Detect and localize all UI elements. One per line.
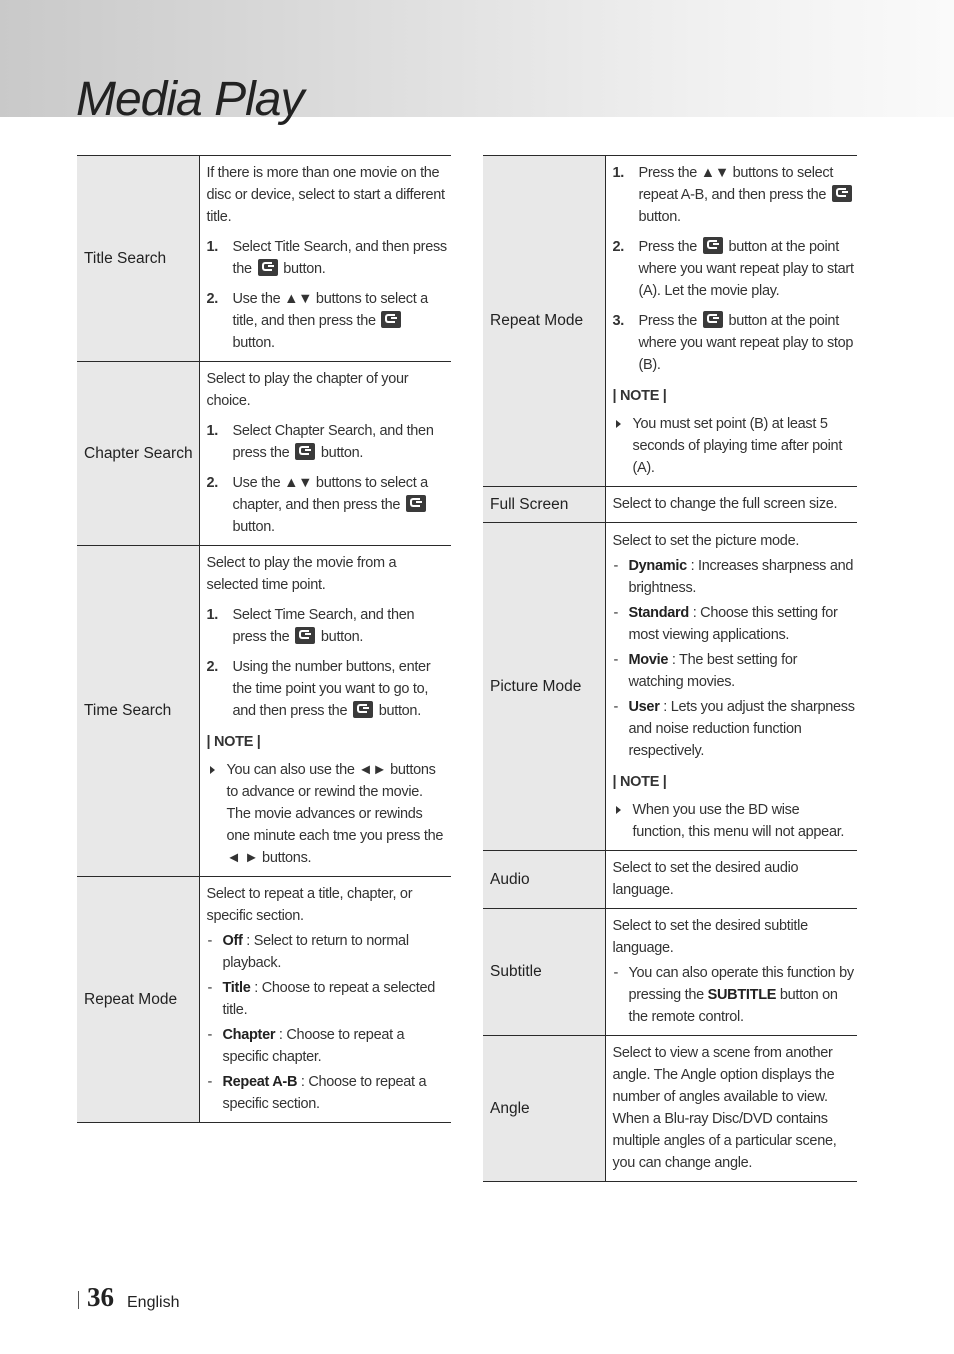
page-language: English xyxy=(127,1294,180,1311)
row-title-search xyxy=(77,156,451,362)
note-bullet xyxy=(207,759,450,869)
row-description xyxy=(605,851,857,909)
row-label: Chapter Search xyxy=(77,362,199,546)
row-label: Title Search xyxy=(77,156,199,362)
step-text-after: button. xyxy=(232,335,275,351)
row-description xyxy=(605,1036,857,1182)
step-text-after: button. xyxy=(320,629,364,645)
left-settings-table xyxy=(77,155,451,1123)
step-item xyxy=(613,310,856,376)
option-text: : The best setting for watching movies. xyxy=(628,651,798,690)
row-description xyxy=(199,362,451,546)
description-text: Select to change the full screen size. xyxy=(612,496,838,512)
footer-divider xyxy=(78,1291,79,1309)
step-text: Select Title Search, and then press the xyxy=(232,239,447,277)
step-text: Use the ▲▼ buttons to select a chapter, and then press the xyxy=(232,475,428,513)
option-term: Chapter xyxy=(222,1027,276,1043)
note-bullet xyxy=(613,799,856,843)
step-text: Select Chapter Search, and then press the xyxy=(232,423,434,461)
step-text: Using the number buttons, enter the time point you want to go to, and then press the xyxy=(232,659,431,719)
step-number: 1. xyxy=(206,607,218,623)
note-label: | NOTE | xyxy=(206,734,261,750)
enter-button-icon xyxy=(832,185,852,202)
subtitle-key: SUBTITLE xyxy=(707,987,777,1003)
triangle-right-icon xyxy=(616,420,621,428)
step-item xyxy=(207,656,450,722)
option-item: - Off : Select to return to normal playback. xyxy=(207,933,409,971)
enter-button-icon xyxy=(406,495,426,512)
option-text: : Choose this setting for most viewing applications. xyxy=(628,604,838,643)
option-text: : Choose to repeat a selected title. xyxy=(222,980,436,1018)
note-text: When you use the BD wise function, this menu will not appear. xyxy=(632,801,845,840)
note-text: You can also use the ◄► buttons to advance or rewind the movie. The movie advances or rewinds one minute each tme you press the ◄ ► buttons. xyxy=(226,762,444,866)
note-label: | NOTE | xyxy=(612,388,667,404)
row-chapter-search xyxy=(77,362,451,546)
step-number: 1. xyxy=(612,165,624,181)
row-time-search xyxy=(77,546,451,877)
option-text: : Choose to repeat a specific section. xyxy=(222,1074,427,1112)
option-term: Repeat A-B xyxy=(222,1074,298,1090)
triangle-right-icon xyxy=(616,806,621,814)
row-label: Angle xyxy=(483,1036,605,1182)
option-item: - Standard : Choose this setting for most viewing applications. xyxy=(613,604,838,643)
step-item xyxy=(207,472,450,538)
step-number: 2. xyxy=(206,659,218,675)
intro-text: Select to play the chapter of your choice. xyxy=(206,371,409,409)
option-text: : Select to return to normal playback. xyxy=(222,933,409,971)
triangle-right-icon xyxy=(210,766,215,774)
option-term: Standard xyxy=(628,604,689,621)
row-angle xyxy=(483,1036,857,1182)
row-description xyxy=(605,909,857,1036)
option-term: User xyxy=(628,698,660,715)
step-item xyxy=(207,288,450,354)
step-number: 2. xyxy=(206,291,218,307)
row-description xyxy=(605,523,857,851)
option-term: Movie xyxy=(628,651,669,668)
step-text-after: button. xyxy=(320,445,364,461)
step-item xyxy=(207,420,450,464)
row-picture-mode xyxy=(483,523,857,851)
note-text: You must set point (B) at least 5 seconds of playing time after point (A). xyxy=(632,416,843,476)
note-bullet xyxy=(613,413,856,479)
step-item xyxy=(613,236,856,302)
intro-text: Select to repeat a title, chapter, or specific section. xyxy=(206,886,413,924)
step-text-after: button. xyxy=(232,519,275,535)
option-text: You can also operate this function by pressing the xyxy=(628,965,854,1003)
row-label: Repeat Mode xyxy=(77,877,199,1123)
option-term: Title xyxy=(222,980,251,996)
row-repeat-mode xyxy=(77,877,451,1123)
row-repeat-mode-steps xyxy=(483,156,857,487)
row-label: Subtitle xyxy=(483,909,605,1036)
description-text: Select to set the desired audio language. xyxy=(612,860,799,898)
option-text: : Choose to repeat a specific chapter. xyxy=(222,1027,405,1065)
option-text: : Increases sharpness and brightness. xyxy=(628,557,854,596)
intro-text: If there is more than one movie on the disc or device, select to start a different title. xyxy=(206,165,445,225)
row-description xyxy=(199,546,451,877)
enter-button-icon xyxy=(381,311,401,328)
row-description xyxy=(199,877,451,1123)
enter-button-icon xyxy=(353,701,373,718)
option-text: : Lets you adjust the sharpness and noise reduction function respectively. xyxy=(628,698,855,759)
step-number: 1. xyxy=(206,239,218,255)
intro-text: Select to play the movie from a selected time point. xyxy=(206,555,397,593)
step-text: Use the ▲▼ buttons to select a title, and then press the xyxy=(232,291,428,329)
row-full-screen xyxy=(483,487,857,523)
intro-text: Select to set the picture mode. xyxy=(612,532,800,549)
step-text-after: button. xyxy=(378,703,421,719)
row-label: Audio xyxy=(483,851,605,909)
step-text: Press the xyxy=(638,239,698,255)
row-label: Picture Mode xyxy=(483,523,605,851)
option-item: - Dynamic : Increases sharpness and brightness. xyxy=(613,557,854,596)
row-description xyxy=(605,487,857,523)
option-item: - Chapter : Choose to repeat a specific chapter. xyxy=(207,1027,405,1065)
option-item: - You can also operate this function by pressing the SUBTITLE button on the remote control. xyxy=(613,965,854,1025)
step-number: 2. xyxy=(612,239,624,255)
enter-button-icon xyxy=(258,259,278,276)
option-term: Dynamic xyxy=(628,557,687,574)
step-text-after: button at the point where you want repeat play to stop (B). xyxy=(638,313,854,373)
row-label: Full Screen xyxy=(483,487,605,523)
row-label: Time Search xyxy=(77,546,199,877)
step-number: 3. xyxy=(612,313,624,329)
step-text-after: button at the point where you want repeat play to start (A). Let the movie play. xyxy=(638,239,854,299)
step-item xyxy=(613,162,856,228)
page-title: Media Play xyxy=(76,73,304,126)
row-description xyxy=(605,156,857,487)
enter-button-icon xyxy=(295,443,315,460)
row-label: Repeat Mode xyxy=(483,156,605,487)
enter-button-icon xyxy=(703,237,723,254)
right-settings-table xyxy=(483,155,857,1182)
step-text: Select Time Search, and then press the xyxy=(232,607,415,645)
row-subtitle xyxy=(483,909,857,1036)
row-audio xyxy=(483,851,857,909)
enter-button-icon xyxy=(295,627,315,644)
option-term: Off xyxy=(222,933,243,949)
step-text: Press the xyxy=(638,313,698,329)
row-description xyxy=(199,156,451,362)
option-item: - Repeat A-B : Choose to repeat a specific section. xyxy=(207,1074,427,1112)
page-number: 36 xyxy=(87,1282,114,1312)
step-number: 2. xyxy=(206,475,218,491)
description-text: Select to view a scene from another angle. The Angle option displays the number of angles available to view. When a Blu-ray Disc/DVD contains multiple angles of a particular scene, you can change angle. xyxy=(612,1045,837,1171)
step-text-after: button. xyxy=(638,209,681,225)
intro-text: Select to set the desired subtitle language. xyxy=(612,918,808,956)
step-item xyxy=(207,236,450,280)
option-item: - User : Lets you adjust the sharpness and noise reduction function respectively. xyxy=(613,698,855,759)
option-item: - Movie : The best setting for watching movies. xyxy=(613,651,798,690)
step-text: Press the ▲▼ buttons to select repeat A-B, and then press the xyxy=(638,165,834,203)
option-text-after: button on the remote control. xyxy=(628,987,838,1025)
step-text-after: button. xyxy=(283,261,326,277)
option-item: - Title : Choose to repeat a selected title. xyxy=(207,980,436,1018)
note-label: | NOTE | xyxy=(612,773,667,790)
step-number: 1. xyxy=(206,423,218,439)
enter-button-icon xyxy=(703,311,723,328)
step-item xyxy=(207,604,450,648)
